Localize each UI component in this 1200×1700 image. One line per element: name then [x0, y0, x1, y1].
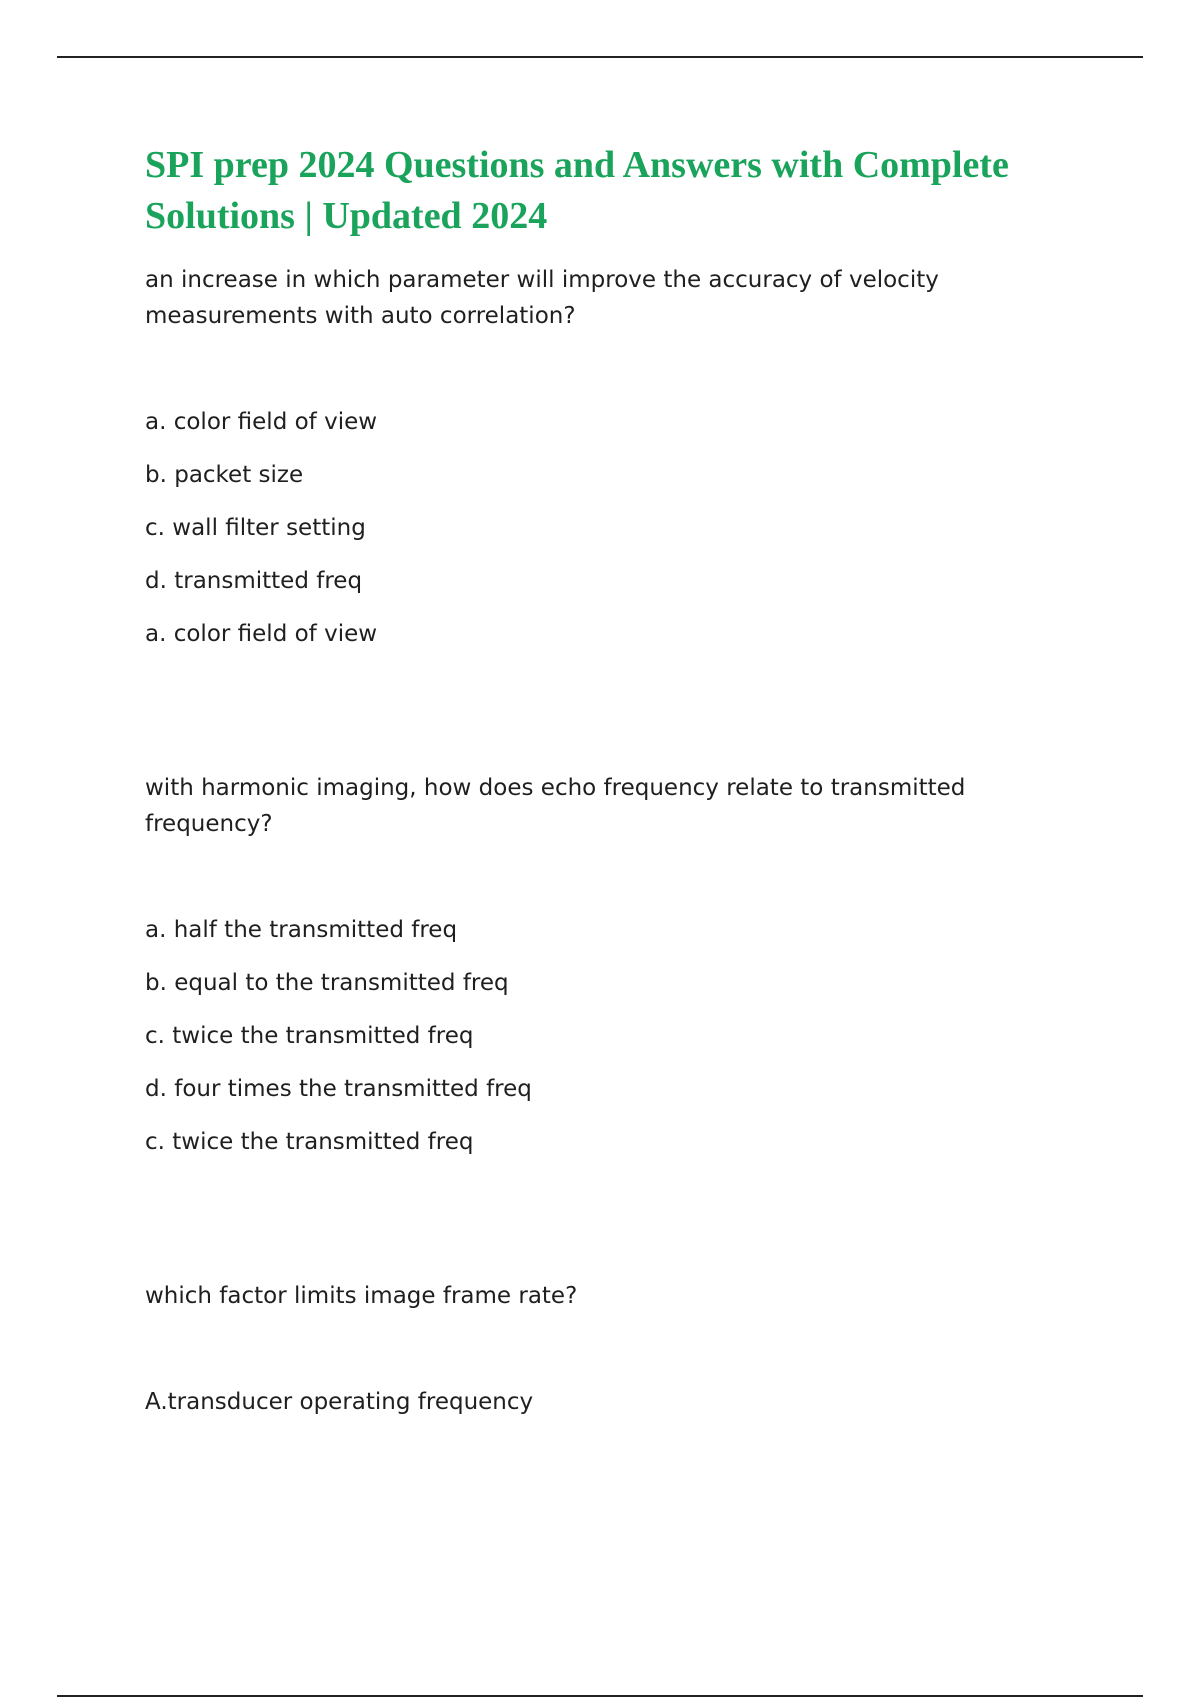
question-1-answer: a. color field of view	[145, 621, 378, 647]
question-3-options	[145, 1384, 1085, 1420]
question-3-text: which factor limits image frame rate?	[145, 1283, 578, 1309]
question-1-option-c: c. wall filter setting	[145, 515, 366, 541]
question-2-option-a: a. half the transmitted freq	[145, 917, 458, 943]
top-rule	[57, 56, 1143, 58]
question-1-options	[145, 404, 1085, 652]
question-1-option-d: d. transmitted freq	[145, 568, 363, 594]
question-2-option-b: b. equal to the transmitted freq	[145, 970, 509, 996]
document-title: SPI prep 2024 Questions and Answers with Complete Solutions | Updated 2024	[145, 144, 1009, 237]
question-2-answer: c. twice the transmitted freq	[145, 1129, 474, 1155]
question-2-option-d: d. four times the transmitted freq	[145, 1076, 532, 1102]
question-2-text: with harmonic imaging, how does echo frequency relate to transmitted frequency?	[145, 775, 966, 837]
question-1-text: an increase in which parameter will improve the accuracy of velocity measurements with auto correlation?	[145, 267, 939, 329]
question-1-option-a: a. color field of view	[145, 409, 378, 435]
document-content	[145, 140, 1085, 1420]
question-1-option-b: b. packet size	[145, 462, 304, 488]
bottom-rule	[57, 1695, 1143, 1697]
question-2-options	[145, 912, 1085, 1160]
question-3-option-a: A.transducer operating frequency	[145, 1389, 534, 1415]
question-2-option-c: c. twice the transmitted freq	[145, 1023, 474, 1049]
